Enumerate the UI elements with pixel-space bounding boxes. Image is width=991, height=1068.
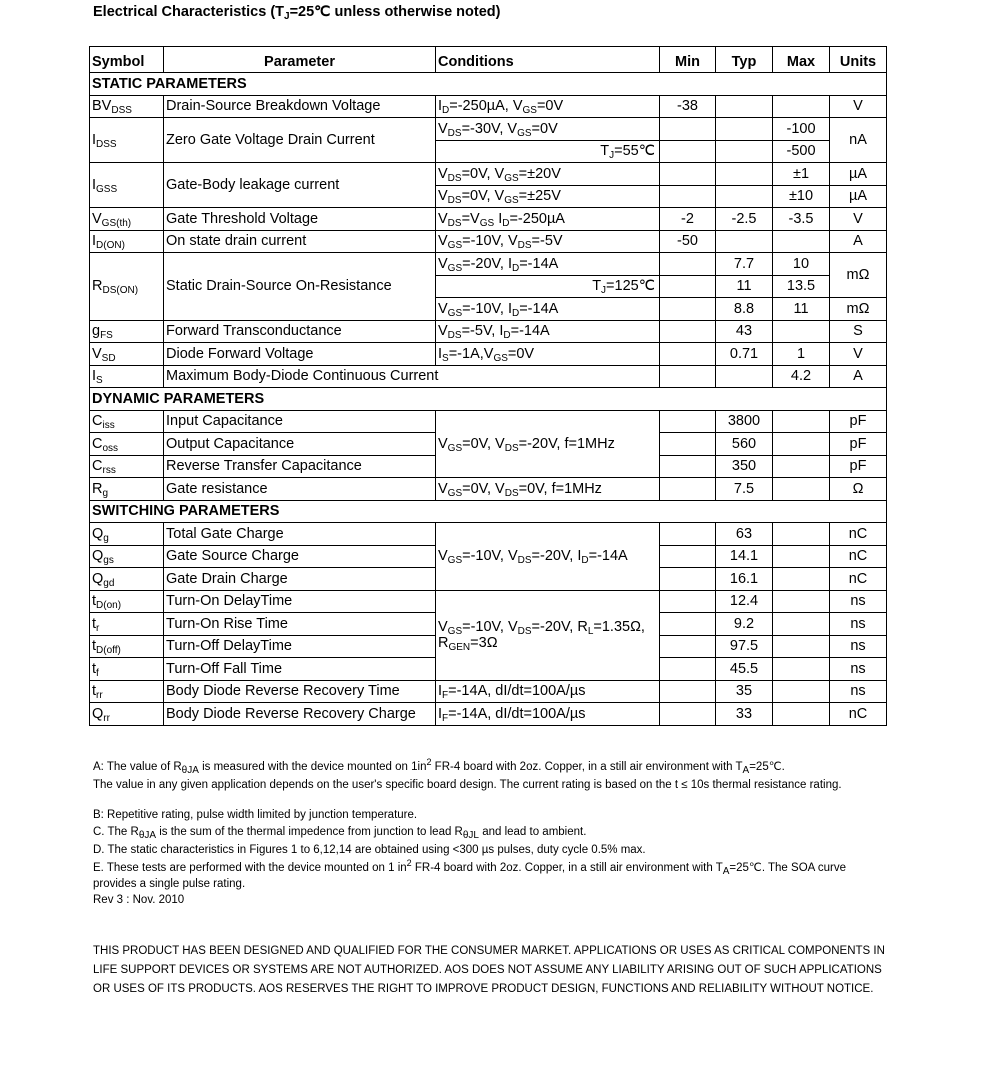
page-title [93, 4, 500, 20]
symbol-cell: $BV_{DSS}$ [90, 95, 164, 118]
typ-cell [716, 163, 773, 186]
note-b: B: Repetitive rating, pulse width limited by junction temperature. [93, 809, 418, 821]
parameter-cell: Gate Source Charge [164, 545, 436, 568]
symbol-cell: $t_{rr}$ [90, 680, 164, 703]
max-cell [773, 478, 830, 501]
typ-cell: 7.5 [716, 478, 773, 501]
units-cell: S [830, 320, 887, 343]
typ-cell: 33 [716, 703, 773, 726]
units-cell: pF [830, 433, 887, 456]
conditions-cell: $V_{GS}=0V$, $V_{DS}=-20V$, f=1MHz [436, 410, 660, 478]
min-cell [660, 343, 716, 366]
min-cell [660, 658, 716, 681]
parameter-cell: Gate Drain Charge [164, 568, 436, 591]
typ-cell: 63 [716, 523, 773, 546]
parameter-cell: Turn-On DelayTime [164, 590, 436, 613]
conditions-cell: $T_J=125℃$ [436, 275, 660, 298]
section-static-parameters: STATIC PARAMETERS [90, 73, 887, 96]
units-cell: A [830, 230, 887, 253]
units-cell: V [830, 208, 887, 231]
symbol-cell: $I_{DSS}$ [90, 118, 164, 163]
symbol-cell: $Q_{rr}$ [90, 703, 164, 726]
table-row [90, 95, 887, 118]
symbol-cell: $Q_{gs}$ [90, 545, 164, 568]
parameter-cell: Reverse Transfer Capacitance [164, 455, 436, 478]
min-cell [660, 140, 716, 163]
typ-cell [716, 95, 773, 118]
max-cell [773, 680, 830, 703]
conditions-cell: $V_{GS}=-10V$, $I_D=-14A$ [436, 298, 660, 321]
title-text-rest: =25℃ unless otherwise noted) [289, 4, 501, 20]
table-row [90, 208, 887, 231]
typ-cell: 12.4 [716, 590, 773, 613]
min-cell [660, 568, 716, 591]
parameter-cell: Gate-Body leakage current [164, 163, 436, 208]
conditions-cell: $V_{DS}=-5V$, $I_D=-14A$ [436, 320, 660, 343]
typ-cell [716, 230, 773, 253]
typ-cell: 35 [716, 680, 773, 703]
units-cell: mΩ [830, 298, 887, 321]
symbol-cell: $R_{DS(ON)}$ [90, 253, 164, 321]
note-a-continued: The value in any given application depends on the user's specific board design. The current rating is based on the t ≤ 10s thermal resistance rating. [93, 779, 842, 791]
symbol-cell: $C_{oss}$ [90, 433, 164, 456]
max-cell: 13.5 [773, 275, 830, 298]
max-cell [773, 703, 830, 726]
parameter-cell: Zero Gate Voltage Drain Current [164, 118, 436, 163]
max-cell [773, 590, 830, 613]
typ-cell [716, 118, 773, 141]
note-c: C. The $R_{\theta JA}$ is the sum of the thermal impedence from junction to lead $R_{\theta JL}$ and lead to ambient. [93, 826, 587, 841]
symbol-cell: $t_f$ [90, 658, 164, 681]
units-cell: µA [830, 185, 887, 208]
table-row [90, 163, 887, 186]
symbol-cell: $V_{SD}$ [90, 343, 164, 366]
typ-cell: -2.5 [716, 208, 773, 231]
note-e: E. These tests are performed with the device mounted on 1 $in^2$ FR-4 board with 2oz. Copper, in a still air environment with $T_A=25℃$. The SOA curve provides a single pulse rating. [93, 858, 846, 890]
typ-cell [716, 185, 773, 208]
conditions-cell: $V_{GS}=-10V$, $V_{DS}=-5V$ [436, 230, 660, 253]
table-row [90, 680, 887, 703]
max-cell: -100 [773, 118, 830, 141]
conditions-cell: $V_{GS}=0V$, $V_{DS}=0V$, f=1MHz [436, 478, 660, 501]
typ-cell [716, 365, 773, 388]
conditions-cell: $T_J=55℃$ [436, 140, 660, 163]
parameter-cell: On state drain current [164, 230, 436, 253]
header-symbol: Symbol [90, 47, 164, 73]
max-cell: ±1 [773, 163, 830, 186]
electrical-characteristics-table [89, 46, 887, 726]
conditions-cell: $V_{DS}=0V$, $V_{GS}=\pm 20V$ [436, 163, 660, 186]
units-cell: Ω [830, 478, 887, 501]
units-cell: V [830, 95, 887, 118]
units-cell: µA [830, 163, 887, 186]
min-cell [660, 118, 716, 141]
symbol-cell: $I_{GSS}$ [90, 163, 164, 208]
units-cell: nA [830, 118, 887, 163]
conditions-cell: $I_S=-1A,V_{GS}=0V$ [436, 343, 660, 366]
typ-cell: 16.1 [716, 568, 773, 591]
max-cell [773, 320, 830, 343]
units-cell: ns [830, 590, 887, 613]
conditions-cell: $V_{GS}=-20V$, $I_D=-14A$ [436, 253, 660, 276]
typ-cell: 45.5 [716, 658, 773, 681]
typ-cell: 3800 [716, 410, 773, 433]
min-cell [660, 455, 716, 478]
units-cell: A [830, 365, 887, 388]
table-row [90, 343, 887, 366]
revision-label: Rev 3 : Nov. 2010 [93, 894, 185, 906]
parameter-cell: Static Drain-Source On-Resistance [164, 253, 436, 321]
symbol-cell: $R_g$ [90, 478, 164, 501]
section-switching-parameters: SWITCHING PARAMETERS [90, 500, 887, 523]
min-cell [660, 320, 716, 343]
min-cell [660, 613, 716, 636]
min-cell [660, 163, 716, 186]
conditions-cell: $I_F=-14A$, dI/dt=100A/µs [436, 680, 660, 703]
units-cell: ns [830, 613, 887, 636]
table-row [90, 118, 887, 141]
max-cell [773, 568, 830, 591]
header-conditions: Conditions [436, 47, 660, 73]
header-parameter: Parameter [164, 47, 436, 73]
note-d: D. The static characteristics in Figures 1 to 6,12,14 are obtained using <300 µs pulses, duty cycle 0.5% max. [93, 844, 646, 856]
typ-cell: 97.5 [716, 635, 773, 658]
max-cell [773, 433, 830, 456]
parameter-cell: Turn-Off DelayTime [164, 635, 436, 658]
typ-cell: 350 [716, 455, 773, 478]
table-row [90, 703, 887, 726]
max-cell [773, 613, 830, 636]
parameter-cell: Turn-On Rise Time [164, 613, 436, 636]
min-cell [660, 523, 716, 546]
max-cell [773, 523, 830, 546]
conditions-cell: $V_{DS}=0V$, $V_{GS}=\pm 25V$ [436, 185, 660, 208]
conditions-cell: $V_{GS}=-10V$, $V_{DS}=-20V$, $I_D=-14A$ [436, 523, 660, 591]
max-cell [773, 95, 830, 118]
typ-cell: 43 [716, 320, 773, 343]
table-header-row [90, 47, 887, 73]
header-max: Max [773, 47, 830, 73]
min-cell [660, 253, 716, 276]
min-cell [660, 433, 716, 456]
parameter-cell: Input Capacitance [164, 410, 436, 433]
units-cell: V [830, 343, 887, 366]
parameter-cell: Drain-Source Breakdown Voltage [164, 95, 436, 118]
min-cell [660, 365, 716, 388]
max-cell: -3.5 [773, 208, 830, 231]
note-a: A: The value of $R_{\theta JA}$ is measured with the device mounted on $1in^2$ FR-4 board with 2oz. Copper, in a still air environment with $T_A=25℃$. [93, 757, 785, 776]
header-min: Min [660, 47, 716, 73]
units-cell: nC [830, 703, 887, 726]
typ-cell: 11 [716, 275, 773, 298]
max-cell: ±10 [773, 185, 830, 208]
symbol-cell: $V_{GS(th)}$ [90, 208, 164, 231]
min-cell: -50 [660, 230, 716, 253]
min-cell [660, 635, 716, 658]
section-dynamic-parameters: DYNAMIC PARAMETERS [90, 388, 887, 411]
table-row [90, 230, 887, 253]
symbol-cell: $C_{rss}$ [90, 455, 164, 478]
max-cell [773, 455, 830, 478]
units-cell: mΩ [830, 253, 887, 298]
table-row [90, 590, 887, 613]
typ-cell: 7.7 [716, 253, 773, 276]
parameter-cell: Output Capacitance [164, 433, 436, 456]
typ-cell: 8.8 [716, 298, 773, 321]
header-typ: Typ [716, 47, 773, 73]
parameter-cell: Maximum Body-Diode Continuous Current [164, 365, 660, 388]
conditions-cell: $V_{DS}=V_{GS}$ $I_D=-250\mu A$ [436, 208, 660, 231]
max-cell: 4.2 [773, 365, 830, 388]
symbol-cell: $t_{D(off)}$ [90, 635, 164, 658]
max-cell: 10 [773, 253, 830, 276]
min-cell: -38 [660, 95, 716, 118]
symbol-cell: $I_S$ [90, 365, 164, 388]
disclaimer-text: THIS PRODUCT HAS BEEN DESIGNED AND QUALIFIED FOR THE CONSUMER MARKET. APPLICATIONS OR USES AS CRITICAL COMPONENTS IN LIFE SUPPORT DEVICES OR SYSTEMS ARE NOT AUTHORIZED. AOS DOES NOT ASSUME ANY LIABILITY ARISING OUT OF SUCH APPLICATIONS OR USES OF ITS PRODUCTS. AOS RESERVES THE RIGHT TO IMPROVE PRODUCT DESIGN, FUNCTIONS AND RELIABILITY WITHOUT NOTICE. [93, 945, 885, 995]
parameter-cell: Forward Transconductance [164, 320, 436, 343]
symbol-cell: $C_{iss}$ [90, 410, 164, 433]
table-row [90, 523, 887, 546]
conditions-cell: $I_D=-250\mu A$, $V_{GS}=0V$ [436, 95, 660, 118]
parameter-cell: Diode Forward Voltage [164, 343, 436, 366]
parameter-cell: Gate Threshold Voltage [164, 208, 436, 231]
max-cell: 1 [773, 343, 830, 366]
units-cell: ns [830, 658, 887, 681]
table-row [90, 320, 887, 343]
table-row [90, 253, 887, 276]
min-cell [660, 680, 716, 703]
symbol-cell: $Q_g$ [90, 523, 164, 546]
parameter-cell: Body Diode Reverse Recovery Time [164, 680, 436, 703]
max-cell [773, 230, 830, 253]
min-cell [660, 298, 716, 321]
max-cell [773, 658, 830, 681]
symbol-cell: $g_{FS}$ [90, 320, 164, 343]
min-cell: -2 [660, 208, 716, 231]
conditions-cell: $V_{GS}=-10V$, $V_{DS}=-20V$, $R_L=1.35\Omega$, $R_{GEN}=3\Omega$ [436, 590, 660, 680]
symbol-cell: $Q_{gd}$ [90, 568, 164, 591]
max-cell [773, 545, 830, 568]
header-units: Units [830, 47, 887, 73]
min-cell [660, 185, 716, 208]
typ-cell [716, 140, 773, 163]
parameter-cell: Body Diode Reverse Recovery Charge [164, 703, 436, 726]
units-cell: pF [830, 455, 887, 478]
units-cell: nC [830, 545, 887, 568]
min-cell [660, 590, 716, 613]
title-subscript: J [284, 11, 290, 22]
parameter-cell: Turn-Off Fall Time [164, 658, 436, 681]
units-cell: nC [830, 523, 887, 546]
typ-cell: 560 [716, 433, 773, 456]
min-cell [660, 478, 716, 501]
symbol-cell: $t_{D(on)}$ [90, 590, 164, 613]
table-row [90, 478, 887, 501]
conditions-cell: $I_F=-14A$, dI/dt=100A/µs [436, 703, 660, 726]
min-cell [660, 275, 716, 298]
max-cell [773, 410, 830, 433]
max-cell: -500 [773, 140, 830, 163]
parameter-cell: Total Gate Charge [164, 523, 436, 546]
symbol-cell: $I_{D(ON)}$ [90, 230, 164, 253]
typ-cell: 9.2 [716, 613, 773, 636]
units-cell: ns [830, 680, 887, 703]
typ-cell: 0.71 [716, 343, 773, 366]
symbol-cell: $t_r$ [90, 613, 164, 636]
table-row [90, 365, 887, 388]
max-cell: 11 [773, 298, 830, 321]
conditions-cell: $V_{DS}=-30V$, $V_{GS}=0V$ [436, 118, 660, 141]
max-cell [773, 635, 830, 658]
title-text: Electrical Characteristics (T [93, 4, 285, 20]
table-row [90, 410, 887, 433]
min-cell [660, 703, 716, 726]
parameter-cell: Gate resistance [164, 478, 436, 501]
min-cell [660, 410, 716, 433]
typ-cell: 14.1 [716, 545, 773, 568]
units-cell: pF [830, 410, 887, 433]
units-cell: ns [830, 635, 887, 658]
units-cell: nC [830, 568, 887, 591]
min-cell [660, 545, 716, 568]
